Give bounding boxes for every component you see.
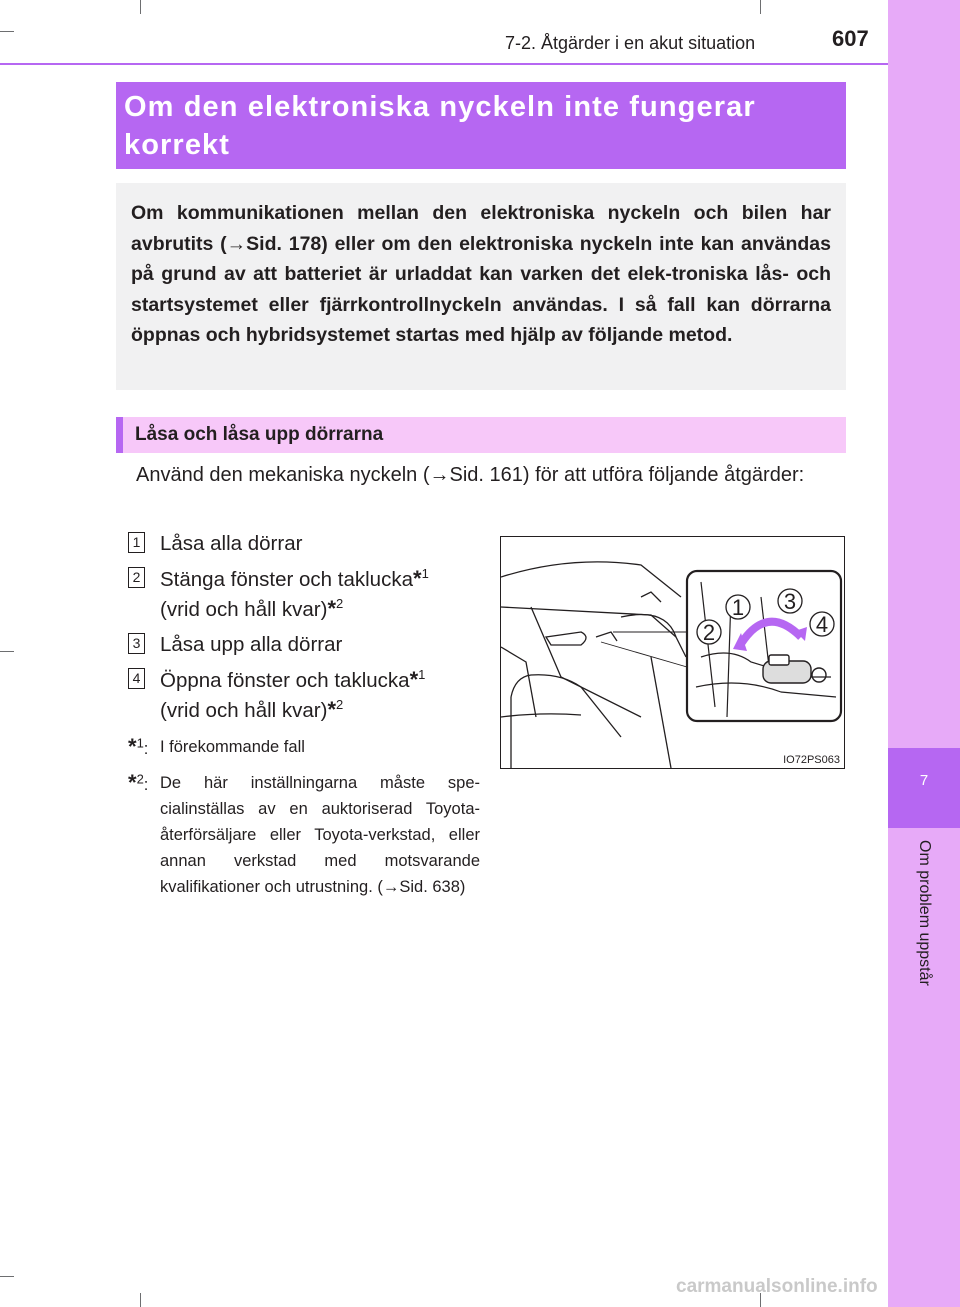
step-number-badge: 4	[128, 668, 145, 689]
step-item	[128, 665, 482, 725]
footnote-ref: 2	[336, 596, 344, 612]
footnote-star: *	[128, 770, 137, 795]
step-item	[128, 630, 482, 660]
callout-3-label: 3	[783, 589, 797, 614]
footnote-ref: 2	[336, 697, 344, 713]
callout-1-label: 1	[731, 595, 745, 620]
chapter-number: 7	[888, 748, 960, 828]
footnote-number: 2	[136, 771, 144, 787]
watermark: carmanualsonline.info	[676, 1276, 878, 1297]
step-number-badge: 1	[128, 532, 145, 553]
crop-mark	[0, 31, 14, 32]
footnote-text: De här inställningarna måste spe-cialinställas av en auktoriserad Toyota-återförsäljare eller Toyota-verkstad, eller annan verkstad med motsvarande kvalifikationer och utrustning. (→Sid. 638)	[160, 774, 480, 896]
step-note: (vrid och håll kvar)	[160, 598, 328, 621]
footnote-ref: 1	[418, 667, 426, 683]
crop-mark	[760, 0, 761, 14]
footnote-number: 1	[136, 735, 144, 751]
crop-mark	[0, 651, 14, 652]
step-item	[128, 529, 482, 559]
subsection-title: Låsa och låsa upp dörrarna	[135, 424, 384, 445]
chapter-sidebar	[888, 0, 960, 1307]
footnote-star: *	[128, 734, 137, 759]
step-item	[128, 564, 482, 624]
callout-2-label: 2	[702, 620, 716, 645]
step-number-badge: 2	[128, 567, 145, 588]
footnote-star: *	[327, 697, 337, 722]
intro-box	[116, 183, 846, 390]
footnote-ref: 1	[421, 566, 429, 582]
intro-text: Om kommunikationen mellan den elektroniska nyckeln och bilen har avbrutits (→Sid. 178) eller om den elektroniska nyckeln inte kan användas på grund av att batteriet är urladdat kan varken det elek-troniska lås- och startsystemet eller fjärrkontrollnyckeln användas. I så fall kan dörrarna öppnas och hybridsystemet startas med hjälp av följande metod.	[131, 202, 831, 347]
figure-code: IO72PS063	[783, 754, 840, 766]
footnote-text: I förekommande fall	[160, 738, 305, 756]
header-rule	[0, 63, 888, 65]
footnote-star: *	[409, 667, 419, 692]
subsection-heading	[116, 417, 846, 453]
footnote: *$^1$: I förekommande fall	[128, 734, 482, 762]
key-illustration	[500, 536, 845, 769]
usage-text: Använd den mekaniska nyckeln (→Sid. 161) för att utföra följande åtgärder:	[136, 464, 805, 486]
step-note: (vrid och håll kvar)	[160, 699, 328, 722]
crop-mark	[140, 1293, 141, 1307]
car-door-drawing	[501, 537, 844, 768]
step-text: Stänga fönster och taklucka	[160, 568, 413, 591]
crop-mark	[140, 0, 141, 14]
page-number: 607	[832, 26, 869, 51]
footnote: *$^2$: De här inställningarna måste spe-cialinställas av en auktoriserad Toyota-återförsäljare eller Toyota-verkstad, eller annan verkstad med motsvarande kvalifikationer och utrustning. (→Sid. 638)	[128, 770, 482, 930]
step-text: Låsa alla dörrar	[160, 532, 303, 555]
footnote-star: *	[413, 566, 422, 591]
page-title-box	[116, 82, 846, 169]
crop-mark	[0, 1276, 14, 1277]
step-text: Öppna fönster och taklucka	[160, 669, 410, 692]
footnote-star: *	[327, 596, 337, 621]
page-title: Om den elektroniska nyckeln inte fungerar korrekt	[124, 91, 756, 161]
step-number-badge: 3	[128, 633, 145, 654]
section-title: 7-2. Åtgärder i en akut situation	[505, 33, 756, 53]
step-text: Låsa upp alla dörrar	[160, 633, 343, 656]
callout-4-label: 4	[815, 612, 829, 637]
